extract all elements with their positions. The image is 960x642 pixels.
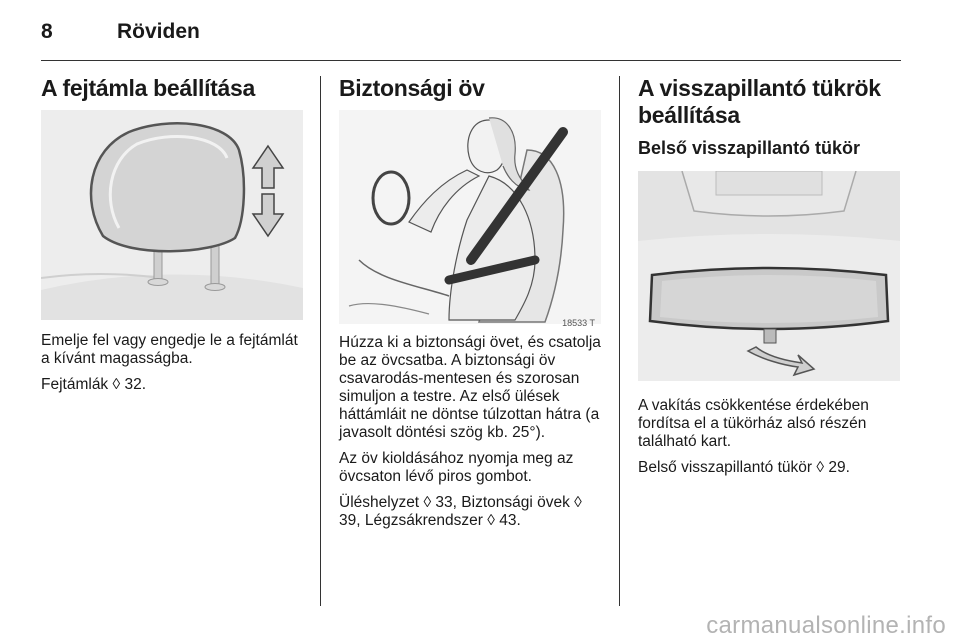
seatbelt-release-note: Az öv kioldásához nyomja meg az övcsaton lévő piros gombot.: [339, 450, 574, 485]
section-mirrors: [638, 75, 900, 485]
section-seatbelt: [339, 75, 601, 538]
column-divider-2: [619, 76, 620, 606]
reference-label: Fejtámlák: [41, 376, 109, 393]
seatbelt-instruction: Húzza ki a biztonsági övet, és csatolja be az övcsatba. A biztonsági öv csavarodás-mentesen és szorosan simuljon a testre. Az első ülések háttámláit ne döntse túlzottan hátra (a javasolt döntési szög kb. 25°).: [339, 334, 601, 441]
reference-label: Belső visszapillantó tükör: [638, 459, 813, 476]
mirror-reference: [638, 459, 900, 477]
page-reference-icon: ◊: [423, 494, 432, 511]
seatbelt-references: [339, 494, 601, 530]
page-reference-icon: ◊: [112, 376, 121, 393]
header-rule: [41, 60, 901, 61]
chapter-title: Röviden: [117, 20, 200, 43]
reference-label: Biztonsági övek: [461, 494, 570, 511]
seatbelt-figure: [339, 110, 601, 328]
page-reference-icon: ◊: [816, 459, 825, 476]
section-title-seatbelt: Biztonsági öv: [339, 75, 485, 101]
reference-page: 32.: [124, 376, 147, 393]
reference-page: 43.: [499, 512, 521, 529]
reference-label: Üléshelyzet: [339, 494, 420, 511]
page-reference-icon: ◊: [487, 512, 495, 529]
reference-page: 39,: [339, 512, 361, 529]
section-headrest: [41, 75, 303, 402]
figure-code: 18533 T: [562, 318, 595, 328]
section-title-headrest: A fejtámla beállítása: [41, 75, 255, 101]
mirror-illustration: [638, 171, 900, 381]
headrest-instruction: Emelje fel vagy engedje le a fejtámlát a kívánt magasságba.: [41, 332, 298, 367]
headrest-reference: [41, 376, 303, 394]
page-reference-icon: ◊: [574, 494, 582, 511]
section-title-mirrors: A visszapillantó tükrök beállítása: [638, 75, 881, 128]
column-divider-1: [320, 76, 321, 606]
subsection-title-interior-mirror: Belső visszapillantó tükör: [638, 138, 861, 158]
seatbelt-illustration: [339, 110, 601, 324]
mirror-instruction: A vakítás csökkentése érdekében fordítsa el a tükörház alsó részén található kart.: [638, 397, 869, 450]
page-number: 8: [41, 20, 53, 43]
headrest-illustration: [41, 110, 303, 320]
reference-page: 33,: [435, 494, 457, 511]
reference-page: 29.: [828, 459, 850, 476]
watermark: carmanualsonline.info: [706, 612, 946, 639]
reference-label: Légzsákrendszer: [364, 512, 483, 529]
